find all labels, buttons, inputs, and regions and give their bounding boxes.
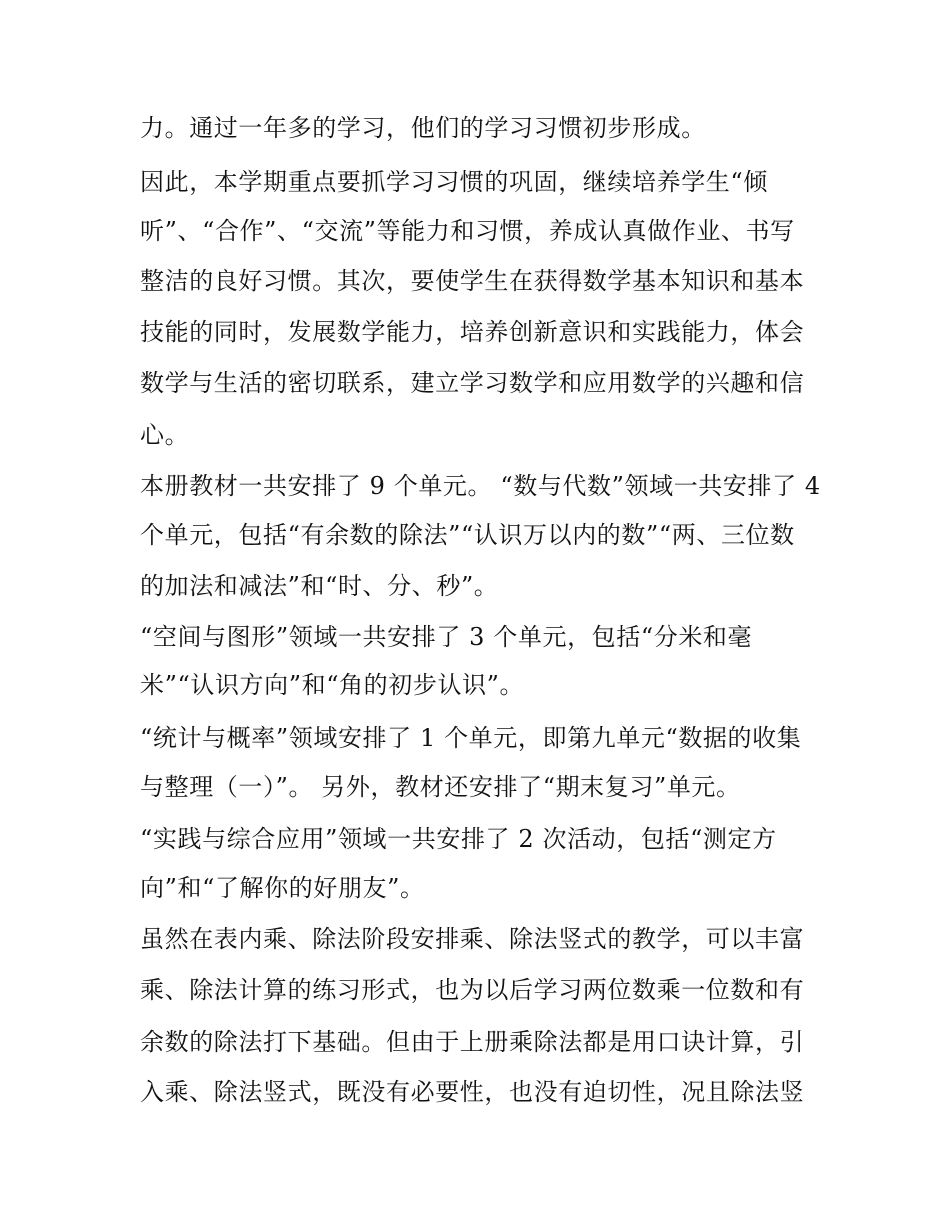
text-line: 米”“认识方向”和“角的初步认识”。 <box>140 671 525 699</box>
text-line: 心。 <box>140 421 190 449</box>
text-line: 因此，本学期重点要抓学习习惯的巩固，继续培养学生“倾 <box>140 168 768 196</box>
text-line: “统计与概率”领域安排了 1 个单元，即第九单元“数据的收集 <box>140 724 802 752</box>
text-line: 的加法和减法”和“时、分、秒”。 <box>140 572 499 600</box>
text-line: 整洁的良好习惯。其次，要使学生在获得数学基本知识和基本 <box>140 267 805 295</box>
text-line: 虽然在表内乘、除法阶段安排乘、除法竖式的教学，可以丰富 <box>140 925 805 953</box>
text-line: “实践与综合应用”领域一共安排了 2 次活动，包括“测定方 <box>140 825 777 853</box>
text-line: 本册教材一共安排了 9 个单元。 “数与代数”领域一共安排了 4 <box>140 472 821 500</box>
text-line: 乘、除法计算的练习形式，也为以后学习两位数乘一位数和有 <box>140 976 805 1004</box>
text-line: 力。通过一年多的学习，他们的学习习惯初步形成。 <box>140 114 706 142</box>
text-line: 入乘、除法竖式，既没有必要性，也没有迫切性，况且除法竖 <box>140 1078 805 1106</box>
text-line: 向”和“了解你的好朋友”。 <box>140 874 425 902</box>
text-line: 技能的同时，发展数学能力，培养创新意识和实践能力，体会 <box>140 318 805 346</box>
text-line: 个单元，包括“有余数的除法”“认识万以内的数”“两、三位数 <box>140 521 795 549</box>
text-line: “空间与图形”领域一共安排了 3 个单元，包括“分米和毫 <box>140 623 753 651</box>
text-line: 与整理（一）”。 另外，教材还安排了“期末复习”单元。 <box>140 773 741 801</box>
text-line: 数学与生活的密切联系，建立学习数学和应用数学的兴趣和信 <box>140 369 805 397</box>
text-line: 听”、“合作”、“交流”等能力和习惯，养成认真做作业、书写 <box>140 217 795 245</box>
text-line: 余数的除法打下基础。但由于上册乘除法都是用口诀计算，引 <box>140 1028 805 1056</box>
